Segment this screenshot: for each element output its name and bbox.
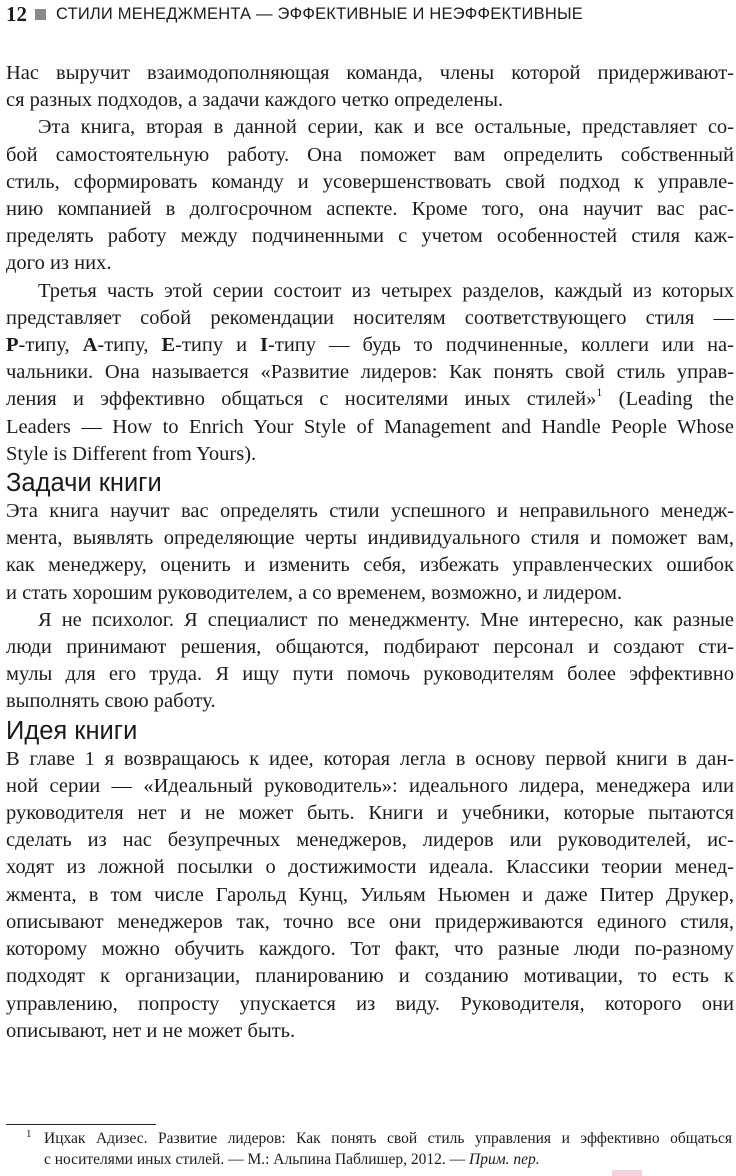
text-span: -типу и (175, 334, 261, 357)
text-span: -типу, (97, 334, 162, 357)
text-line: мулы для его труда. Я ищу пути помочь руководителям более эффективно (6, 663, 734, 686)
running-header (6, 0, 583, 28)
text-line: нию компанией в долгосрочном аспекте. Кроме того, она научит вас рас- (6, 198, 734, 221)
translator-note: Прим. пер. (469, 1151, 540, 1168)
text-span: с носителями иных стилей. — М.: Альпина Паблишер, 2012. — (44, 1151, 469, 1168)
text-line: ходят из ложной посылки о достижимости идеала. Классики теории менед- (6, 856, 734, 879)
text-line: которому можно обучить каждого. Тот факт, что разные люди по-разному (6, 938, 734, 961)
style-letter-i: I (260, 334, 269, 357)
footnote-mark: 1 (26, 1128, 32, 1140)
text-line: люди принимают решения, общаются, подбирают персонал и создают сти- (6, 636, 734, 659)
text-span: -типу — будь то подчиненные, коллеги или на- (268, 334, 734, 357)
text-line: и стать хорошим руководителем, а со временем, возможно, и лидером. (6, 581, 623, 604)
footnote-line: Ицхак Адизес. Развитие лидеров: Как понять свой стиль управления и эффективно общаться (44, 1130, 732, 1147)
text-line: как менеджеру, оценить и изменить себя, избежать управленческих ошибок (6, 554, 734, 577)
section-heading-goals: Задачи книги (6, 469, 162, 498)
page-body (6, 60, 734, 1045)
text-line: ся разных подходов, а задачи каждого четко определены. (6, 89, 504, 112)
text-line: описывают менеджеров так, точно все они придерживаются единого стиля, (6, 910, 734, 933)
text-line: стиль, сформировать команду и усовершенствовать свой подход к управле- (6, 170, 734, 193)
text-line: Эта книга научит вас определять стили успешного и неправильного менедж- (6, 500, 734, 523)
text-line: подходят к организации, планированию и созданию мотивации, то есть к (6, 965, 734, 988)
text-line: Я не психолог. Я специалист по менеджменту. Мне интересно, как разные (38, 608, 734, 631)
text-line: бой самостоятельную работу. Она поможет вам определить собственный (6, 143, 734, 166)
text-span: ления и эффективно общаться с носителями иных стилей» (6, 388, 597, 411)
style-letter-p: P (6, 334, 19, 357)
text-line: представляет собой рекомендации носителям соответствующего стиля — (6, 306, 734, 329)
text-line: Leaders — How to Enrich Your Style of Management and Handle People Whose (6, 415, 734, 438)
style-letter-e: E (161, 334, 176, 357)
text-line: управлению, попросту упускается из виду. Руководителя, которого они (6, 992, 734, 1015)
text-line: Эта книга, вторая в данной серии, как и все остальные, представляет со- (38, 116, 734, 139)
footnote-reference[interactable]: 1 (596, 385, 603, 400)
intro-paragraph-1 (6, 60, 734, 114)
page-number: 12 (6, 1, 27, 26)
text-line: чальники. Она называется «Развитие лидеров: Как понять свой стиль управ- (6, 361, 734, 384)
text-line: жмента, в том числе Гарольд Кунц, Уильям Ньюмен и даже Питер Друкер, (6, 883, 734, 906)
text-line: мента, выявлять определяющие черты индивидуального стиля и поможет вам, (6, 527, 734, 550)
section-heading-idea: Идея книги (6, 716, 138, 745)
text-line: описывают, нет и не может быть. (6, 1019, 296, 1042)
footnote-line (44, 1149, 732, 1170)
text-line: пределять работу между подчиненными с учетом особенностей стиля каж- (6, 225, 734, 248)
text-line: сделать из нас безупречных менеджеров, лидеров или руководителей, ис- (6, 829, 734, 852)
footnote (44, 1128, 732, 1170)
text-line: Третья часть этой серии состоит из четырех разделов, каждый из которых (38, 279, 734, 302)
intro-paragraph-2 (6, 114, 734, 277)
style-letter-a: A (82, 334, 98, 357)
idea-paragraph-1 (6, 746, 734, 1045)
text-line: выполнять свою работу. (6, 690, 216, 713)
text-span: -типу, (18, 334, 83, 357)
text-line: Нас выручит взаимодополняющая команда, члены которой придерживают- (6, 62, 734, 84)
text-line: В главе 1 я возвращаюсь к идее, которая легла в основу первой книги в дан- (6, 747, 734, 770)
text-line: ной серии — «Идеальный руководитель»: идеального лидера, менеджера или (6, 774, 734, 797)
goals-paragraph-1 (6, 498, 734, 607)
text-span: (Leading the (602, 388, 734, 411)
running-title: СТИЛИ МЕНЕДЖМЕНТА — ЭФФЕКТИВНЫЕ И НЕЭФФЕКТИВНЫЕ (56, 4, 583, 23)
footnote-divider (6, 1124, 156, 1125)
page-edge-mark (612, 1170, 642, 1176)
text-line: дого из них. (6, 252, 112, 275)
text-line: руководителя нет и не может быть. Книги и учебники, которые пытаются (6, 802, 734, 825)
text-line (6, 332, 734, 359)
goals-paragraph-2 (6, 607, 734, 716)
text-line (6, 386, 734, 413)
intro-paragraph-3 (6, 278, 734, 468)
text-line: Style is Different from Yours). (6, 442, 257, 465)
header-square-ornament (35, 9, 46, 20)
